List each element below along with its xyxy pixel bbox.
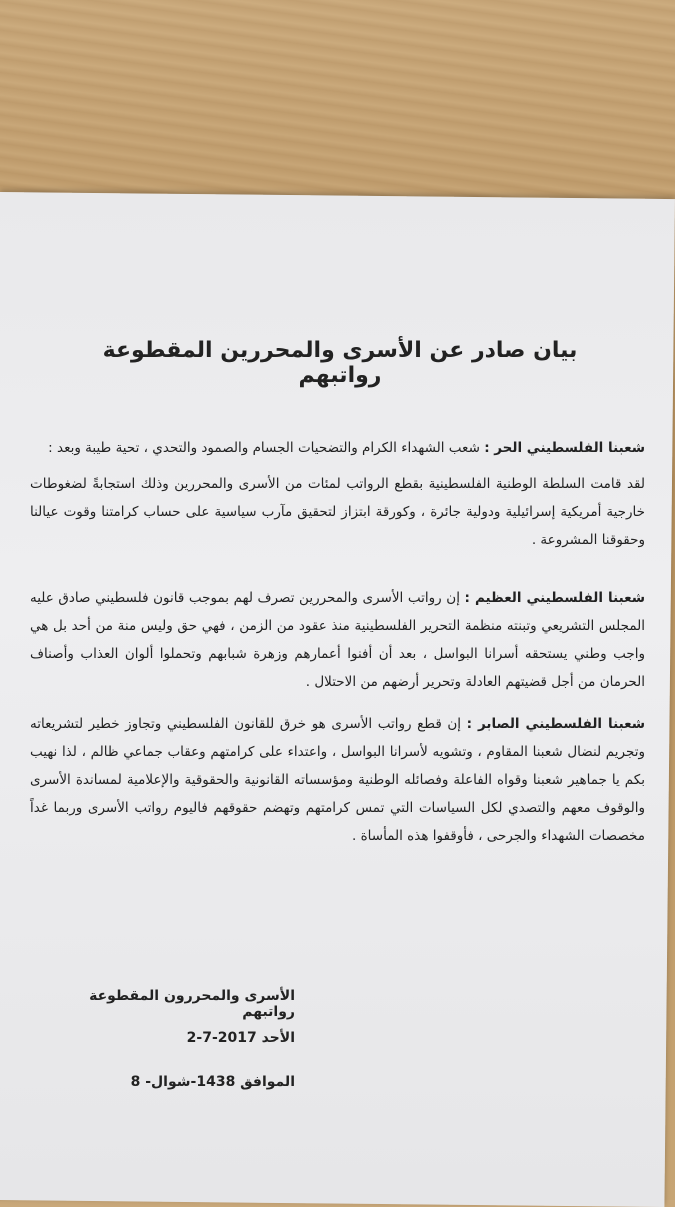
statement-title: بيان صادر عن الأسرى والمحررين المقطوعة رواتبهم xyxy=(102,338,578,388)
paragraph-2-text: إن رواتب الأسرى والمحررين تصرف لهم بموجب قانون فلسطيني صادق عليه المجلس التشريعي وتبنته منظمة التحرير الفلسطينية منذ عقود من الزمن ، فهي حق وليس منة من أحد بل هي واجب وطني يستحقه أسرانا البواسل ، بعد أن أفنوا أعمارهم وزهرة شبابهم وتحملوا ألوان العذاب وأصناف الحرمان من أجل قضيتهم العادلة وتحرير أرضهم من الاحتلال . xyxy=(30,590,645,690)
hijri-date: الموافق 1438-شوال- 8 xyxy=(130,1074,295,1090)
paragraph-1: لقد قامت السلطة الوطنية الفلسطينية بقطع الرواتب لمئات من الأسرى والمحررين وذلك استجابةً لضغوطات خارجية أمريكية إسرائيلية ودولية جائرة ، وكورقة ابتزاز لتحقيق مآرب سياسية على حساب كرامتنا وقوت عيالنا وحقوقنا المشروعة . xyxy=(30,476,645,548)
paragraph-2 xyxy=(30,584,645,696)
paragraph-3-lead: شعبنا الفلسطيني الصابر : xyxy=(466,716,646,732)
wooden-table-surface xyxy=(0,0,675,200)
paragraph-3-text: إن قطع رواتب الأسرى هو خرق للقانون الفلسطيني وتجاوز خطير لتشريعاته وتجريم لنضال شعبنا المقاوم ، وتشويه لأسرانا البواسل ، واعتداء على كرامتهم وعقاب جماعي ظالم ، لذا نهيب بكم يا جماهير شعبنا وقواه الفاعلة وفصائله الوطنية ومؤسساته القانونية والحقوقية والإعلامية لمساندة الأسرى والوقوف معهم والتصدي لكل السياسات التي تمس كرامتهم وتهضم حقوقهم فاليوم رواتب الأسرى وربما غداً مخصصات الشهداء والجرحى ، فأوقفوا هذه المأساة . xyxy=(30,716,645,844)
greeting-text: شعب الشهداء الكرام والتضحيات الجسام والصمود والتحدي ، تحية طيبة وبعد : xyxy=(48,440,485,456)
signature-line: الأسرى والمحررون المقطوعة رواتبهم xyxy=(89,988,295,1020)
gregorian-date: الأحد 2017-7-2 xyxy=(186,1030,295,1046)
greeting-lead: شعبنا الفلسطيني الحر : xyxy=(484,440,645,456)
greeting-paragraph xyxy=(30,434,645,462)
paragraph-2-lead: شعبنا الفلسطيني العظيم : xyxy=(464,590,645,606)
paragraph-3 xyxy=(30,710,645,850)
